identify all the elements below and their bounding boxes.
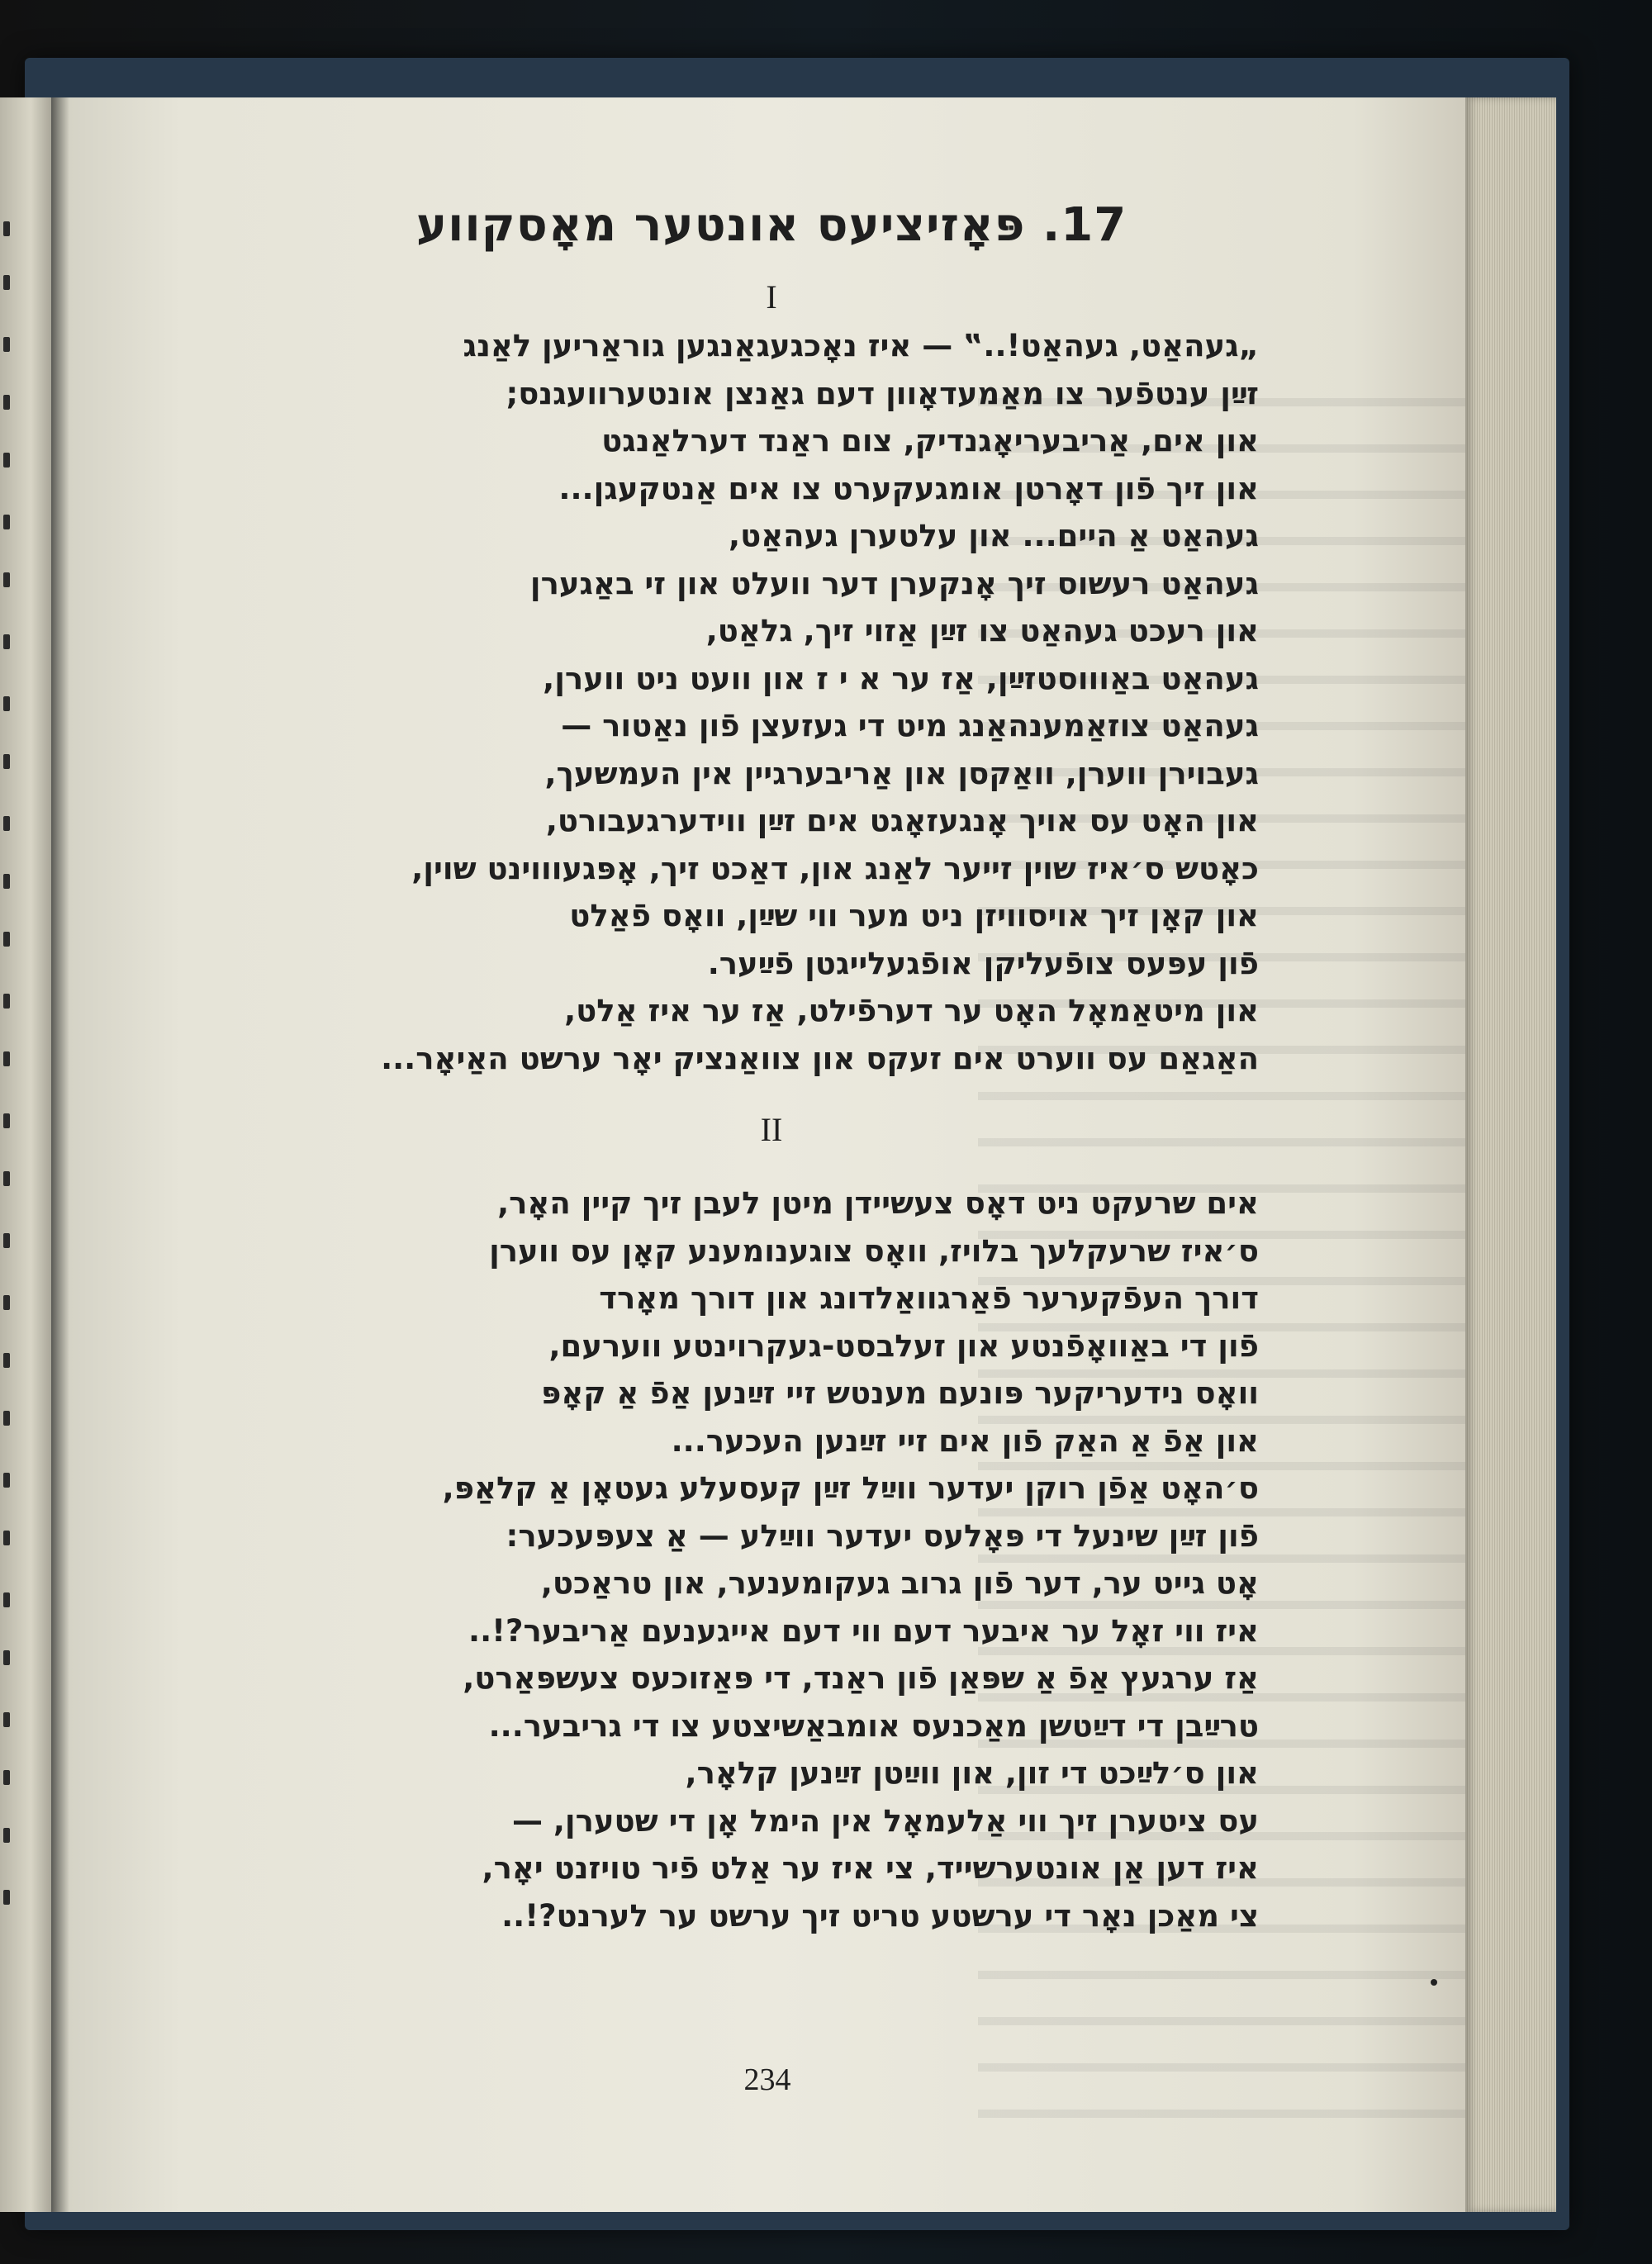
poem-line: טרײַבן די דײַטשן מאַכנעס אומבאַשיצטע צו די גריבער... [488, 1707, 1259, 1744]
book-page [69, 97, 1465, 2212]
poem-line: געהאַט רעשוס זיך אָנקערן דער וועלט און זי באַגערן [529, 565, 1259, 601]
poem-line: כאָטש ס׳איז שוין זייער לאַנג און, דאַכט זיך, אָפּגעוווינט שוין, [411, 850, 1259, 886]
text-fragment [3, 1295, 10, 1310]
poem-line: געהאַט צוזאַמענהאַנג מיט די געזעצן פֿון נאַטור — [561, 708, 1259, 743]
text-fragment [3, 1233, 10, 1248]
poem-line: פֿון זײַן שינעל די פּאָלעס יעדער ווײַלע — אַ צעפּעכער: [506, 1517, 1259, 1554]
facing-page-edge [0, 97, 51, 2212]
poem-line: אָט גייט ער, דער פֿון גרוב געקומענער, און טראַכט, [540, 1565, 1259, 1601]
poem-line: געבוירן ווערן, וואַקסן און אַריבערגיין אין העמשעך, [544, 755, 1259, 791]
poem-line: פֿון די באַוואָפֿנטע און זעלבסט-געקרוינטע ווערעם, [548, 1327, 1259, 1364]
text-fragment [3, 1828, 10, 1843]
text-fragment [3, 337, 10, 352]
text-fragment [3, 572, 10, 587]
poem-line: פֿון עפּעס צופֿעליקן אופֿגעלייגטן פֿײַער. [707, 945, 1259, 981]
poem-section-2 [284, 1179, 1259, 1939]
poem-line: און זיך פֿון דאָרטן אומגעקערט צו אים אַנטקעגן... [558, 470, 1259, 506]
poem-line: וואָס נידעריקער פּונעם מענטש זיי זײַנען אַפֿ אַ קאָפּ [541, 1375, 1259, 1411]
text-fragment [3, 221, 10, 236]
poem-line: און קאָן זיך אויסוויזן ניט מער ווי שײַן, וואָס פֿאַלט [569, 898, 1259, 933]
poem-line: און אַפֿ אַ האַק פֿון אים זיי זײַנען העכער... [671, 1422, 1259, 1459]
text-fragment [3, 634, 10, 649]
poem-line: געהאַט אַ היים... און עלטערן געהאַט, [729, 518, 1259, 553]
text-fragment [3, 1650, 10, 1665]
text-fragment [3, 1411, 10, 1426]
poem-line: געהאַט באַוווסטזײַן, אַז ער א י ז און וועט ניט ווערן, [543, 660, 1259, 696]
poem-line: און רעכט געהאַט צו זײַן אַזוי זיך, גלאַט, [705, 613, 1259, 648]
poem-section-1 [284, 322, 1259, 1082]
book-gutter [51, 97, 69, 2212]
poem-line: זײַן ענטפֿער צו מאַמעדאָוון דעם גאַנצן אונטערוועגנס; [506, 375, 1259, 411]
page-content [284, 188, 1259, 1939]
section-number: II [760, 1111, 783, 1148]
text-fragment [3, 1592, 10, 1607]
section-number: I [766, 278, 777, 316]
poem-line: איז דען אַן אונטערשייד, צי איז ער אַלט פֿיר טויזנט יאָר, [482, 1850, 1259, 1886]
poem-line: און האָט עס אויך אָנגעזאָגט אים זײַן ווידערגעבורט, [545, 803, 1259, 838]
poem-line: „געהאַט, געהאַט!..‟ — איז נאָכגעגאַנגען גוראַריען לאַנג [463, 328, 1259, 363]
poem-line: אַז ערגעץ אַפֿ אַ שפּאַן פֿון ראַנד, די פּאַזוכעס צעשפּאַרט, [463, 1660, 1259, 1696]
text-fragment [3, 994, 10, 1009]
poem-line: דורך העפֿקערער פֿאַרגוואַלדונג און דורך מאָרד [599, 1280, 1259, 1316]
poem-line: עס ציטערן זיך ווי אַלעמאָל אין הימל אָן די שטערן, — [512, 1802, 1259, 1839]
poem-line: איז ווי זאָל ער איבער דעם ווי דעם אייגענעם אַריבער?!.. [468, 1612, 1259, 1649]
text-fragment [3, 696, 10, 711]
text-fragment [3, 1473, 10, 1488]
poem-line: אים שרעקט ניט דאָס צעשיידן מיטן לעבן זיך קיין האָר, [497, 1185, 1259, 1221]
text-fragment [3, 1770, 10, 1785]
text-fragment [3, 1171, 10, 1186]
text-fragment [3, 1353, 10, 1368]
poem-line: ס׳האָט אַפֿן רוקן יעדער ווײַל זײַן קעסעלע געטאָן אַ קלאַפּ, [442, 1470, 1259, 1506]
text-fragment [3, 453, 10, 468]
text-fragment [3, 515, 10, 529]
poem-line: און ס׳לײַכט די זון, און ווײַטן זײַנען קלאָר, [685, 1755, 1259, 1791]
page-edges [1465, 97, 1556, 2212]
poem-line: און אים, אַריבעריאָגנדיק, צום ראַנד דערלאַנגט [601, 423, 1259, 458]
page-number: 234 [743, 2062, 791, 2097]
text-fragment [3, 1051, 10, 1066]
text-fragment [3, 1712, 10, 1727]
text-fragment [3, 275, 10, 290]
chapter-title: 17. פּאָזיציעס אונטער מאָסקווע [415, 198, 1127, 252]
text-fragment [3, 754, 10, 769]
poem-line: ס׳איז שרעקלעך בלויז, וואָס צוגענומענע קאָן עס ווערן [489, 1232, 1259, 1269]
text-fragment [3, 874, 10, 889]
text-fragment [3, 395, 10, 410]
text-fragment [3, 932, 10, 947]
poem-line: האַגאַם עס ווערט אים זעקס און צוואַנציק יאָר ערשט האַיאָר... [381, 1040, 1259, 1076]
ink-speck [1431, 1979, 1437, 1986]
poem-line: צי מאַכן נאָר די ערשטע טריט זיך ערשט ער לערנט?!.. [501, 1897, 1259, 1934]
text-fragment [3, 816, 10, 831]
poem-line: און מיטאַמאָל האָט ער דערפֿילט, אַז ער איז אַלט, [564, 993, 1259, 1028]
text-fragment [3, 1890, 10, 1905]
text-fragment [3, 1531, 10, 1545]
text-fragment [3, 1113, 10, 1128]
